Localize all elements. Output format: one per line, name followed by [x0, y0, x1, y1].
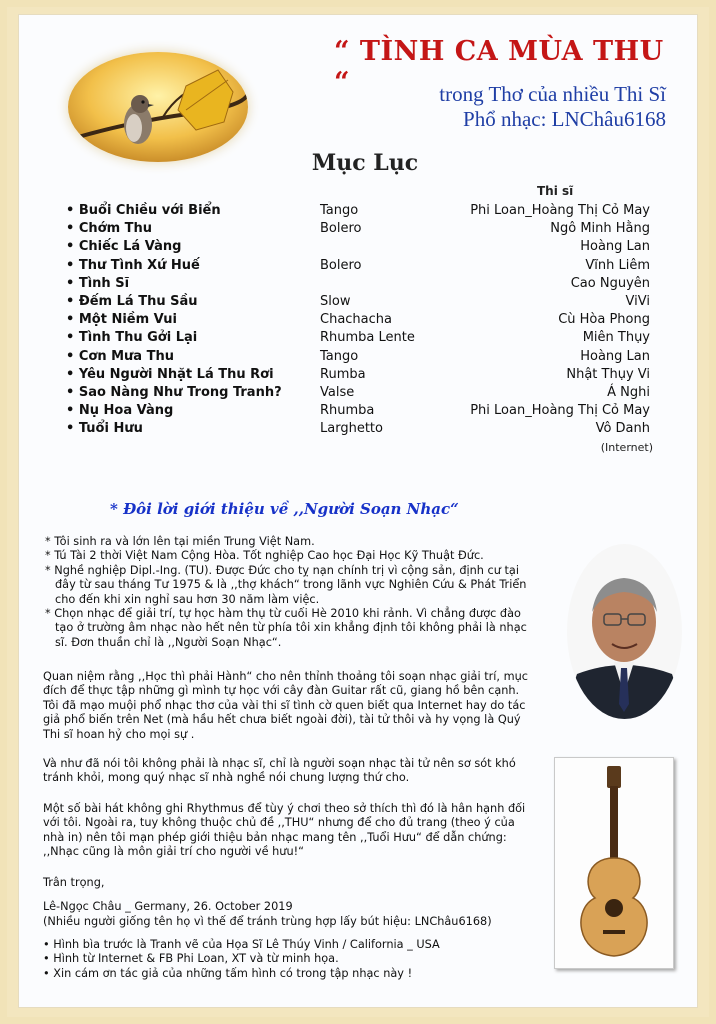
song-poet: Vô Danh [595, 421, 650, 437]
toc-row [66, 203, 656, 221]
song-poet: Phi Loan_Hoàng Thị Cỏ May [470, 203, 650, 218]
toc-heading: Mục Lục [311, 150, 419, 176]
toc-row [66, 403, 656, 421]
toc-row [66, 349, 656, 367]
song-rhythm: Rhumba [320, 403, 375, 419]
toc-row [66, 221, 656, 239]
autumn-bird-illustration [68, 52, 248, 162]
intro-paragraph: Và như đã nói tôi không phải là nhạc sĩ, chỉ là người soạn nhạc tài tử nên sơ sót khó tránh khỏi, mong quý nhạc sĩ nhà nghề nói chung lượng thứ cho. [43, 757, 516, 785]
song-title: • Tình Sĩ [66, 276, 129, 291]
biography-item: * Tôi sinh ra và lớn lên tại miền Trung Việt Nam. [45, 535, 315, 548]
song-rhythm: Bolero [320, 257, 362, 273]
song-poet: Phi Loan_Hoàng Thị Cỏ May [470, 403, 650, 419]
credits-list [43, 938, 528, 981]
song-poet: Vĩnh Liêm [585, 257, 650, 273]
composer-portrait [567, 544, 682, 719]
song-poet: Cao Nguyên [570, 275, 650, 291]
song-title: • Cơn Mưa Thu [66, 349, 174, 364]
toc-row [66, 239, 656, 257]
song-title: • Đếm Lá Thu Sầu [66, 294, 198, 309]
song-rhythm: Rumba [320, 366, 366, 382]
song-poet: ViVi [625, 293, 650, 309]
biography-item: * Chọn nhạc để giải trí, tự học hàm thụ từ cuối Hè 2010 khi rảnh. Vì chẳng được đào tạo ở trường âm nhạc nào hết nên từ phía tôi xin khẳng định tôi không phải là nhạc sĩ. Đơn thuần chỉ là ,,Người Soạn Nhạc“. [45, 607, 527, 649]
intro-heading: * Đôi lời giới thiệu về ,,Người Soạn Nhạc“ [110, 500, 459, 518]
song-title: • Nụ Hoa Vàng [66, 403, 173, 418]
toc-row [66, 421, 656, 439]
song-rhythm: Valse [320, 384, 355, 400]
poet-column-heading: Thi sĩ [537, 184, 574, 198]
biography-list [43, 535, 538, 650]
song-poet: Nhật Thụy Vi [566, 366, 650, 382]
composer-credit: Phổ nhạc: LNChâu6168 [463, 107, 666, 131]
song-title: • Tình Thu Gởi Lại [66, 330, 197, 345]
biography-item: * Tú Tài 2 thời Việt Nam Cộng Hòa. Tốt nghiệp Cao học Đại Học Kỹ Thuật Đức. [45, 549, 484, 563]
song-poet: Ngô Minh Hằng [550, 221, 650, 237]
signature-line: Lê-Ngọc Châu _ Germany, 26. October 2019 [43, 900, 293, 914]
song-title: • Yêu Người Nhặt Lá Thu Rơi [66, 367, 274, 382]
song-rhythm: Tango [320, 348, 359, 364]
song-rhythm: Chachacha [320, 312, 392, 328]
song-title: • Một Niềm Vui [66, 312, 177, 327]
song-rhythm: Tango [320, 203, 359, 218]
song-rhythm: Slow [320, 293, 351, 309]
toc-row [66, 385, 656, 403]
song-poet: Hoàng Lan [580, 239, 650, 255]
toc-row [66, 258, 656, 276]
song-rhythm: Larghetto [320, 421, 383, 437]
biography-item: * Nghề nghiệp Dipl.-Ing. (TU). Được Đức cho tỵ nạn chính trị vì cộng sản, định cư tại đây từ sau tháng Tư 1975 & là ,,thợ khách“ trong lãnh vực Nghiên Cứu & Phát Triển cho đến khi xin nghỉ sau hơn 30 năm làm việc. [45, 563, 527, 606]
source-note: (Internet) [600, 441, 653, 454]
song-rhythm: Bolero [320, 221, 362, 237]
signature-block [43, 876, 528, 929]
song-poet: Hoàng Lan [580, 348, 650, 364]
song-title: • Sao Nàng Như Trong Tranh? [66, 385, 282, 400]
songbook-subtitle: trong Thơ của nhiều Thi Sĩ [439, 82, 666, 106]
signature-note: (Nhiều người giống tên họ vì thế để tránh trùng hợp lấy bút hiệu: LNChâu6168) [43, 914, 492, 928]
song-rhythm: Rhumba Lente [320, 330, 415, 346]
toc-row [66, 330, 656, 348]
song-title: • Chớm Thu [66, 221, 152, 236]
credit-item: • Xin cám ơn tác giả của những tấm hình có trong tập nhạc này ! [43, 966, 413, 980]
toc-row [66, 276, 656, 294]
song-title: • Buổi Chiều với Biển [66, 203, 221, 218]
songbook-title: “ TÌNH CA MÙA THU “ [334, 36, 664, 98]
song-title: • Thư Tình Xứ Huế [66, 258, 200, 273]
credit-item: • Hình bìa trước là Tranh vẽ của Họa Sĩ Lê Thúy Vinh / California _ USA [43, 938, 440, 951]
intro-paragraph: Quan niệm rằng ,,Học thì phải Hành“ cho nên thỉnh thoảng tôi soạn nhạc giải trí, mục đích để thực tập những gì mình tự học với cây đàn Guitar rất cũ, giang hồ bên cạnh. Tôi đã mạo muội phổ nhạc thơ của vài thi sĩ tình cờ quen biết qua Internet hay do tác giả phổ biến trên Net (mà hầu hết chưa biết ngoài đời), tài tử thôi và hy vọng là Quý Thi sĩ hoan hỷ cho mọi sự . [43, 670, 528, 741]
song-title: • Tuổi Hưu [66, 421, 143, 436]
song-poet: Miên Thụy [582, 330, 650, 346]
credit-item: • Hình từ Internet & FB Phi Loan, XT và từ minh họa. [43, 952, 339, 966]
song-poet: Á Nghi [607, 384, 650, 400]
toc-row [66, 294, 656, 312]
toc-row [66, 312, 656, 330]
song-title: • Chiếc Lá Vàng [66, 239, 181, 254]
guitar-photo [554, 757, 674, 969]
table-of-contents [66, 203, 656, 439]
closing-line: Trân trọng, [43, 876, 105, 889]
toc-row [66, 367, 656, 385]
intro-paragraph: Một số bài hát không ghi Rhythmus để tùy ý chơi theo sở thích thì đó là hân hạnh đối với tôi. Ngoài ra, tuy không thuộc chủ đề ,,THU“ nhưng để cho đủ trang (theo ý của nhà in) nên tôi mạn phép giới thiệu bản nhạc mang tên ,,Tuổi Hưu“ để dẫn chứng: ,,Nhạc cũng là môn giải trí cho người về hưu!“ [43, 802, 526, 859]
song-poet: Cù Hòa Phong [558, 312, 650, 328]
